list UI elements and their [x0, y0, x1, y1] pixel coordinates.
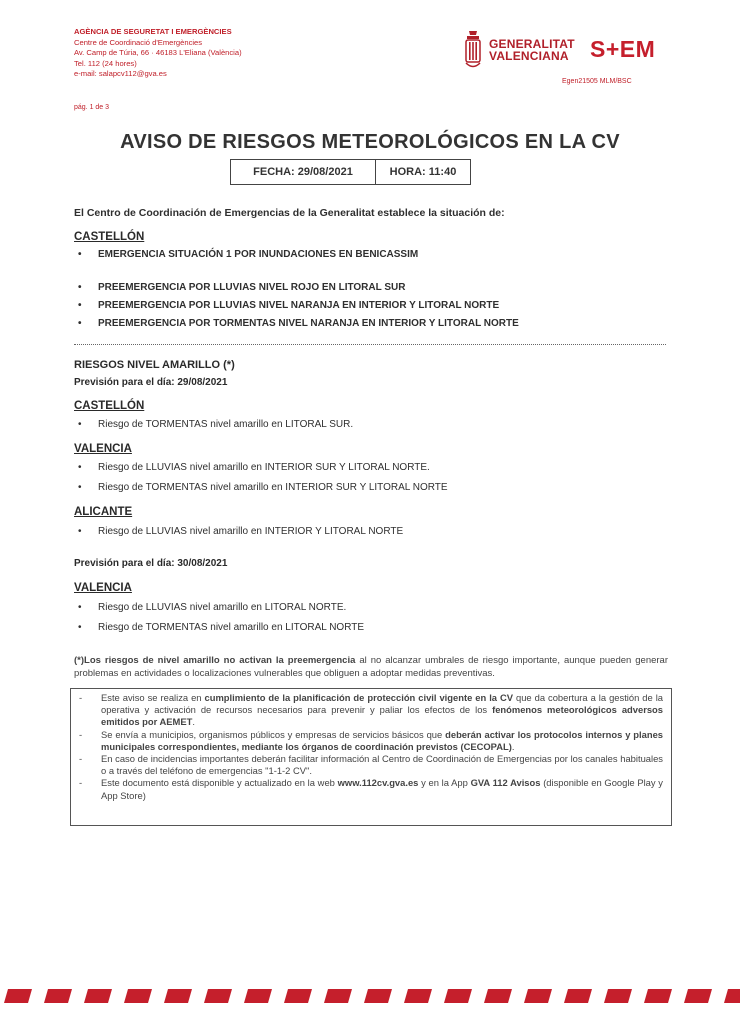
coat-of-arms-icon	[463, 30, 483, 70]
separator	[74, 344, 666, 345]
phone: Tel. 112 (24 hores)	[74, 58, 137, 68]
stripe-segment	[204, 989, 232, 1003]
stripe-segment	[484, 989, 512, 1003]
address: Av. Camp de Túria, 66 · 46183 L'Eliana (València)	[74, 48, 242, 58]
stripe-segment	[644, 989, 672, 1003]
province-heading: VALENCIA	[74, 582, 132, 594]
page-title: AVISO DE RIESGOS METEOROLÓGICOS EN LA CV	[120, 131, 620, 153]
situation-item: • PREEMERGENCIA POR LLUVIAS NIVEL NARANJA EN INTERIOR Y LITORAL NORTE	[78, 300, 500, 311]
yellow-note: (*)Los riesgos de nivel amarillo no activan la preemergencia al no alcanzar umbrales de riesgo importante, aunque pueden generar problemas en actividades o localizaciones vulnerables que obliguen a adoptar medidas preventivas.	[74, 655, 668, 679]
time-label: HORA: 11:40	[389, 166, 457, 178]
info-row: - Este documento está disponible y actualizado en la web www.112cv.gva.es y en la App GVA 112 Avisos (disponible en Google Play y App Store)	[79, 777, 663, 801]
stripe-segment	[244, 989, 272, 1003]
stripe-segment	[724, 989, 740, 1003]
forecast-day2: Previsión para el día: 30/08/2021	[74, 558, 228, 569]
situation-province: CASTELLÓN	[74, 231, 145, 243]
generalitat-logo	[463, 30, 575, 70]
stripe-segment	[164, 989, 192, 1003]
info-box	[70, 688, 672, 826]
agency-name: AGÈNCIA DE SEGURETAT I EMERGÈNCIES	[74, 27, 232, 36]
gv-line1: GENERALITAT	[489, 37, 575, 51]
forecast-day1: Previsión para el día: 29/08/2021	[74, 377, 228, 388]
risk-item: • Riesgo de TORMENTAS nivel amarillo en LITORAL SUR.	[78, 419, 354, 430]
stripe-segment	[44, 989, 72, 1003]
agency-header	[74, 27, 242, 80]
page-number: pág. 1 de 3	[74, 104, 110, 111]
email: e-mail: salapcv112@gva.es	[74, 69, 167, 79]
stripe-segment	[444, 989, 472, 1003]
situation-item: • PREEMERGENCIA POR LLUVIAS NIVEL ROJO EN LITORAL SUR	[78, 282, 406, 293]
date-time-box	[230, 159, 471, 185]
stripe-segment	[124, 989, 152, 1003]
stripe-segment	[84, 989, 112, 1003]
situation-item: • PREEMERGENCIA POR TORMENTAS NIVEL NARANJA EN INTERIOR Y LITORAL NORTE	[78, 318, 519, 329]
stripe-segment	[404, 989, 432, 1003]
province-heading: VALENCIA	[74, 443, 132, 455]
province-heading: CASTELLÓN	[74, 400, 145, 412]
document-reference: Egen21505 MLM/BSC	[562, 78, 632, 85]
risk-item: • Riesgo de LLUVIAS nivel amarillo en INTERIOR Y LITORAL NORTE	[78, 526, 404, 537]
stripe-segment	[604, 989, 632, 1003]
risk-item: • Riesgo de TORMENTAS nivel amarillo en INTERIOR SUR Y LITORAL NORTE	[78, 482, 448, 493]
stripe-segment	[4, 989, 32, 1003]
info-row: - Se envía a municipios, organismos públicos y empresas de servicios básicos que deberán activar los protocolos internos y planes municipales correspondientes, mediante los órganos de coordinación previstos (CECOPAL).	[79, 728, 663, 752]
date-label: FECHA: 29/08/2021	[231, 160, 376, 184]
province-heading: ALICANTE	[74, 506, 133, 518]
risk-item: • Riesgo de TORMENTAS nivel amarillo en LITORAL NORTE	[78, 622, 365, 633]
info-row: - Este aviso se realiza en cumplimiento de la planificación de protección civil vigente en la CV que da cobertura a la gestión de la operativa y activación de recursos necesarios para prevenir y paliar los efectos de los fenómenos meteorológicos adversos emitidos por AEMET.	[79, 692, 663, 728]
stripe-segment	[324, 989, 352, 1003]
risk-item: • Riesgo de LLUVIAS nivel amarillo en INTERIOR SUR Y LITORAL NORTE.	[78, 462, 430, 473]
stripe-segment	[684, 989, 712, 1003]
sem-logo: S+EM	[590, 36, 656, 62]
yellow-heading: RIESGOS NIVEL AMARILLO (*)	[74, 359, 235, 371]
gv-line2: VALENCIANA	[489, 49, 569, 63]
stripe-segment	[284, 989, 312, 1003]
centre-name: Centre de Coordinació d'Emergències	[74, 37, 203, 47]
intro-text: El Centro de Coordinación de Emergencias de la Generalitat establece la situación de:	[74, 207, 505, 219]
stripe-segment	[524, 989, 552, 1003]
stripe-segment	[364, 989, 392, 1003]
footer-stripe	[0, 986, 740, 1008]
situation-item: • EMERGENCIA SITUACIÓN 1 POR INUNDACIONES EN BENICASSIM	[78, 249, 419, 260]
stripe-segment	[564, 989, 592, 1003]
info-row: - En caso de incidencias importantes deberán facilitar información al Centro de Coordinación de Emergencias por los canales habituales o a través del teléfono de emergencias "1-1-2 CV".	[79, 753, 663, 777]
risk-item: • Riesgo de LLUVIAS nivel amarillo en LITORAL NORTE.	[78, 602, 347, 613]
